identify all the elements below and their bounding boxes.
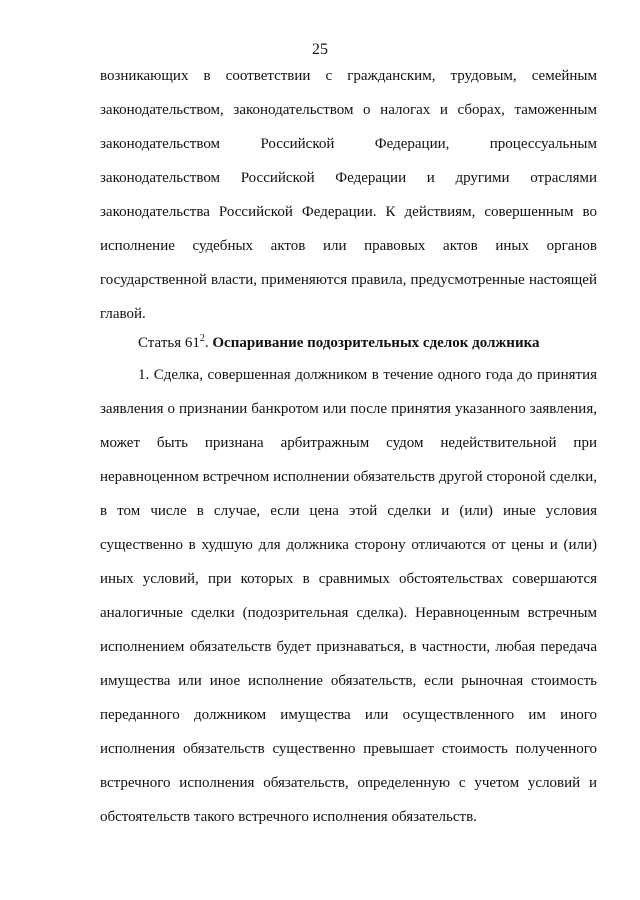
text-line: иных условий, при которых в сравнимых обстоятельствах совершаются [100,571,597,587]
text-line: может быть признана арбитражным судом недействительной при [100,435,597,451]
article-superscript: 2 [199,333,205,344]
text-line: законодательством, законодательством о налогах и сборах, таможенным [100,102,597,118]
page-number: 25 [312,41,328,58]
text-line: возникающих в соответствии с гражданским, трудовым, семейным [100,68,597,84]
article-separator: . [204,335,209,351]
article-number: Статья 61 [138,335,200,351]
text-line: аналогичные сделки (подозрительная сделка). Неравноценным встречным [100,605,597,621]
text-line: исполнение судебных актов или правовых актов иных органов [100,238,597,254]
text-line: переданного должником имущества или осуществленного им иного [100,707,597,723]
text-line: законодательством Российской Федерации и другими отраслями [100,170,597,186]
article-title: Оспаривание подозрительных сделок должника [212,335,540,351]
text-line: законодательством Российской Федерации, процессуальным [100,136,597,152]
text-line: исполнения обязательств существенно превышает стоимость полученного [100,741,597,757]
text-line: государственной власти, применяются правила, предусмотренные настоящей [100,272,597,288]
text-line: обстоятельств такого встречного исполнения обязательств. [100,809,477,825]
text-line: в том числе в случае, если цена этой сделки и (или) иные условия [100,503,597,519]
text-line: неравноценном встречном исполнении обязательств другой стороной сделки, [100,469,597,485]
text-line: исполнением обязательств будет признаваться, в частности, любая передача [100,639,597,655]
text-line: заявления о признании банкротом или после принятия указанного заявления, [100,401,597,417]
article-heading [138,333,597,353]
text-line: законодательства Российской Федерации. К действиям, совершенным во [100,204,597,220]
text-line: существенно в худшую для должника сторону отличаются от цены и (или) [100,537,597,553]
text-line: встречного исполнения обязательств, определенную с учетом условий и [100,775,597,791]
text-line: главой. [100,306,146,322]
text-line: имущества или иное исполнение обязательств, если рыночная стоимость [100,673,597,689]
text-line: 1. Сделка, совершенная должником в течение одного года до принятия [138,367,597,383]
